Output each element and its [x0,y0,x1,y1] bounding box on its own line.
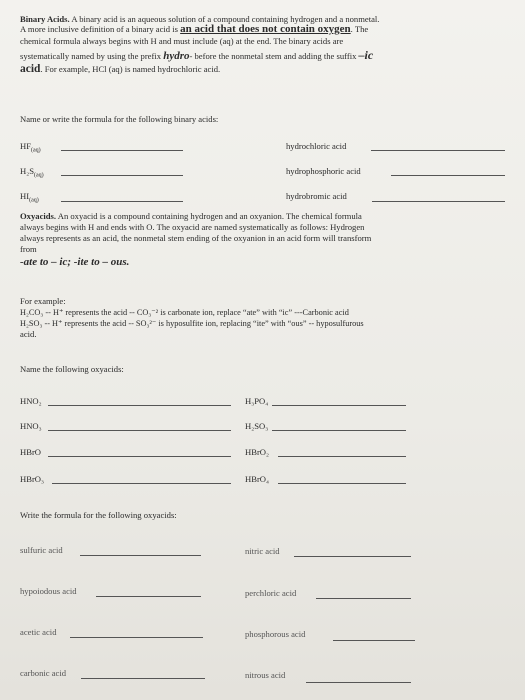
hydro-prefix: hydro [163,50,190,62]
answer-line[interactable] [48,405,231,406]
binary-left-formula: HF [20,141,31,151]
oxy-line-4: from [20,244,37,254]
binary-intro-text-2a: A more inclusive definition of a binary acid is [20,24,181,34]
formula-left-item: carbonic acid [20,668,67,678]
oxy-right-item: HBrO₄ [245,474,270,484]
binary-left-state: (aq) [29,197,39,204]
example-line-1: H₂CO₃ -- H⁺ represents the acid -- CO₃⁻² is carbonate ion, replace “ate” with “ic” ---Carbonic acid [20,308,349,317]
answer-line[interactable] [278,456,406,457]
answer-line[interactable] [272,430,406,431]
answer-line[interactable] [48,456,231,457]
answer-line[interactable] [48,430,231,431]
binary-left-item [20,141,41,157]
formula-instruction: Write the formula for the following oxyacids: [20,510,177,520]
binary-left-item [20,166,44,182]
formula-left-item: hypoiodous acid [20,586,77,596]
formula-right-item: nitric acid [245,546,280,556]
oxy-line-1 [20,211,362,222]
answer-line[interactable] [371,150,505,151]
example-label: For example: [20,296,66,306]
oxy-heading: Oxyacids. [20,211,57,221]
binary-right-item: hydrobromic acid [286,191,347,201]
answer-line[interactable] [391,175,505,176]
answer-line[interactable] [333,640,415,641]
answer-line[interactable] [96,596,201,597]
oxy-right-item: H₃PO₄ [245,396,269,406]
answer-line[interactable] [61,175,183,176]
binary-intro-text-1: A binary acid is an aqueous solution of a compound containing hydrogen and a nonmetal. [69,14,380,24]
answer-line[interactable] [52,483,231,484]
binary-intro-text-2c: . The [350,24,369,34]
binary-left-item [20,191,39,207]
binary-left-state: (aq) [33,172,44,179]
binary-intro-line-2 [20,24,368,35]
binary-intro-text-4a: systematically named by using the prefix [20,51,164,61]
oxy-right-item: HBrO₂ [245,447,270,457]
answer-line[interactable] [294,556,411,557]
formula-left-item: acetic acid [20,627,57,637]
binary-left-formula: HI [20,191,30,201]
binary-intro-line-3: chemical formula always begins with H and must include (aq) at the end. The binary acids are [20,36,344,46]
answer-line[interactable] [272,405,406,406]
answer-line[interactable] [61,150,183,151]
example-line-2: H₂SO₃ -- H⁺ represents the acid -- SO₃²⁻ is hyposulfite ion, replacing “ite” with “ous” -- hyposulfurous [20,319,364,328]
oxy-line-2: always begins with H and ends with O. The oxyacid are named systematically as follows: Hydrogen [20,222,365,232]
formula-right-item: nitrous acid [245,670,286,680]
binary-heading: Binary Acids. [20,14,70,24]
oxy-line-3: always represents as an acid, the nonmetal stem ending of the oxyanion in an acid form will transform [20,233,372,243]
answer-line[interactable] [372,201,505,202]
formula-right-item: phosphorous acid [245,629,306,639]
binary-right-item: hydrophosphoric acid [286,166,361,176]
suffix-rule: -ate to – ic; -ite to – ous. [20,256,130,268]
acid-word: acid [20,63,41,75]
oxy-left-item: HBrO₃ [20,474,45,484]
binary-intro-line-4 [20,50,373,62]
answer-line[interactable] [316,598,411,599]
binary-definition-emphasis: an acid that does not contain oxygen [180,23,351,35]
answer-line[interactable] [61,201,183,202]
oxy-left-item: HNO₂ [20,396,42,406]
answer-line[interactable] [70,637,203,638]
binary-right-item: hydrochloric acid [286,141,347,151]
binary-intro-text-5b: . For example, HCl (aq) is named hydrochloric acid. [40,64,221,74]
formula-right-item: perchloric acid [245,588,297,598]
binary-left-formula: H₂S [20,166,34,176]
oxy-left-item: HNO₃ [20,421,42,431]
oxy-right-item: H₂SO₃ [245,421,269,431]
oxy-text-1: An oxyacid is a compound containing hydrogen and an oxyanion. The chemical formula [56,211,362,221]
example-line-3: acid. [20,329,37,339]
answer-line[interactable] [278,483,406,484]
binary-intro-line-5 [20,64,220,75]
answer-line[interactable] [81,678,205,679]
formula-left-item: sulfuric acid [20,545,63,555]
oxy-instruction: Name the following oxyacids: [20,364,124,374]
ic-suffix: –ic [358,48,374,62]
binary-instruction: Name or write the formula for the following binary acids: [20,114,219,124]
binary-intro-text-4c: - before the nonmetal stem and adding the suffix [189,51,359,61]
binary-left-state: (aq) [31,147,41,154]
oxy-left-item: HBrO [20,447,42,457]
answer-line[interactable] [80,555,201,556]
answer-line[interactable] [306,682,411,683]
